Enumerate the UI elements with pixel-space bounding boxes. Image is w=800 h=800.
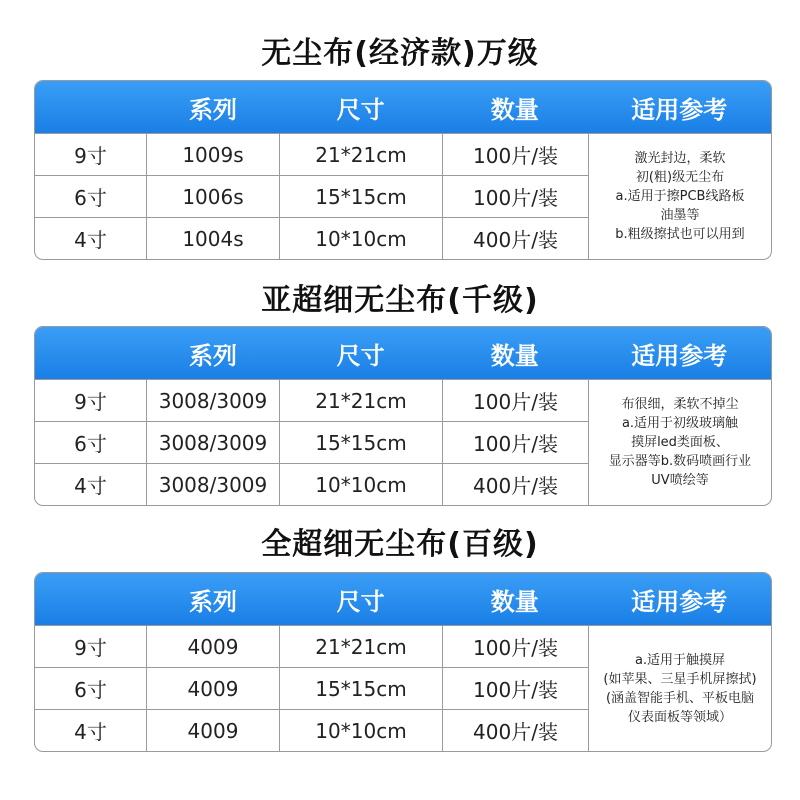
cell-size-name: 4寸 bbox=[35, 218, 147, 259]
cell-quantity: 400片/装 bbox=[443, 464, 589, 505]
cell-size-name: 4寸 bbox=[35, 464, 147, 505]
header-size: 尺寸 bbox=[336, 587, 385, 616]
table-row bbox=[35, 421, 589, 463]
cell-series: 1006s bbox=[147, 176, 280, 217]
table-row bbox=[35, 709, 589, 751]
note-line: a.适用于擦PCB线路板 bbox=[615, 189, 745, 204]
note-line: 显示器等b.数码喷画行业 bbox=[608, 454, 752, 469]
cell-quantity: 400片/装 bbox=[443, 710, 589, 751]
cell-dimension: 10*10cm bbox=[280, 464, 443, 505]
cell-quantity: 100片/装 bbox=[443, 626, 589, 667]
table-section-2 bbox=[34, 326, 772, 506]
cell-dimension: 21*21cm bbox=[280, 134, 443, 175]
note-line: UV喷绘等 bbox=[651, 473, 709, 488]
header-series: 系列 bbox=[189, 587, 238, 616]
cell-quantity: 100片/装 bbox=[443, 422, 589, 463]
note-line: a.适用于初级玻璃触 bbox=[621, 416, 739, 431]
cell-quantity: 100片/装 bbox=[443, 668, 589, 709]
note-line: (如苹果、三星手机屏擦拭) bbox=[603, 671, 757, 687]
section-title-3: 全超细无尘布(百级) bbox=[261, 527, 539, 562]
cell-series: 4009 bbox=[147, 668, 280, 709]
cell-quantity: 400片/装 bbox=[443, 218, 589, 259]
cell-size-name: 4寸 bbox=[35, 710, 147, 751]
table-header bbox=[35, 327, 771, 379]
table-row bbox=[35, 133, 589, 175]
header-series: 系列 bbox=[189, 95, 238, 124]
header-blank bbox=[35, 573, 147, 625]
header-usage: 适用参考 bbox=[631, 341, 728, 370]
cell-dimension: 21*21cm bbox=[280, 626, 443, 667]
note-line: 激光封边，柔软 bbox=[634, 151, 726, 166]
header-size: 尺寸 bbox=[336, 95, 385, 124]
table-row bbox=[35, 379, 589, 421]
header-size: 尺寸 bbox=[336, 341, 385, 370]
usage-note bbox=[589, 625, 771, 751]
table-row bbox=[35, 217, 589, 259]
cell-size-name: 9寸 bbox=[35, 134, 147, 175]
section-title-2: 亚超细无尘布(千级) bbox=[261, 283, 539, 318]
cell-series: 1004s bbox=[147, 218, 280, 259]
cell-quantity: 100片/装 bbox=[443, 176, 589, 217]
table-section-1 bbox=[34, 80, 772, 260]
cell-series: 3008/3009 bbox=[147, 464, 280, 505]
usage-note bbox=[589, 133, 771, 259]
header-usage: 适用参考 bbox=[631, 587, 728, 616]
cell-quantity: 100片/装 bbox=[443, 380, 589, 421]
note-line: 初(粗)级无尘布 bbox=[635, 170, 725, 185]
header-series: 系列 bbox=[189, 341, 238, 370]
note-line: (涵盖智能手机、平板电脑 bbox=[605, 690, 755, 706]
table-row bbox=[35, 463, 589, 505]
cell-size-name: 9寸 bbox=[35, 626, 147, 667]
cell-series: 1009s bbox=[147, 134, 280, 175]
usage-note bbox=[589, 379, 771, 505]
table-header bbox=[35, 573, 771, 625]
note-line: a.适用于触摸屏 bbox=[634, 652, 726, 668]
section-title-1: 无尘布(经济款)万级 bbox=[261, 36, 539, 71]
table-section-3 bbox=[34, 572, 772, 752]
cell-series: 4009 bbox=[147, 626, 280, 667]
cell-series: 4009 bbox=[147, 710, 280, 751]
cell-dimension: 10*10cm bbox=[280, 710, 443, 751]
note-line: 布很细，柔软不掉尘 bbox=[621, 397, 739, 412]
cell-size-name: 9寸 bbox=[35, 380, 147, 421]
cell-dimension: 10*10cm bbox=[280, 218, 443, 259]
note-line: 摸屏led类面板、 bbox=[631, 435, 729, 450]
cell-quantity: 100片/装 bbox=[443, 134, 589, 175]
header-blank bbox=[35, 81, 147, 133]
cell-series: 3008/3009 bbox=[147, 422, 280, 463]
note-line: b.粗级擦拭也可以用到 bbox=[615, 227, 745, 242]
header-quantity: 数量 bbox=[490, 95, 539, 124]
note-line: 油墨等 bbox=[660, 208, 700, 223]
cell-dimension: 15*15cm bbox=[280, 176, 443, 217]
header-quantity: 数量 bbox=[490, 587, 539, 616]
cell-dimension: 21*21cm bbox=[280, 380, 443, 421]
table-row bbox=[35, 175, 589, 217]
cell-size-name: 6寸 bbox=[35, 422, 147, 463]
table-row bbox=[35, 625, 589, 667]
cell-dimension: 15*15cm bbox=[280, 668, 443, 709]
cell-series: 3008/3009 bbox=[147, 380, 280, 421]
table-header bbox=[35, 81, 771, 133]
cell-size-name: 6寸 bbox=[35, 176, 147, 217]
note-line: 仪表面板等领域） bbox=[627, 709, 732, 725]
header-blank bbox=[35, 327, 147, 379]
table-row bbox=[35, 667, 589, 709]
header-usage: 适用参考 bbox=[631, 95, 728, 124]
cell-dimension: 15*15cm bbox=[280, 422, 443, 463]
header-quantity: 数量 bbox=[490, 341, 539, 370]
cell-size-name: 6寸 bbox=[35, 668, 147, 709]
